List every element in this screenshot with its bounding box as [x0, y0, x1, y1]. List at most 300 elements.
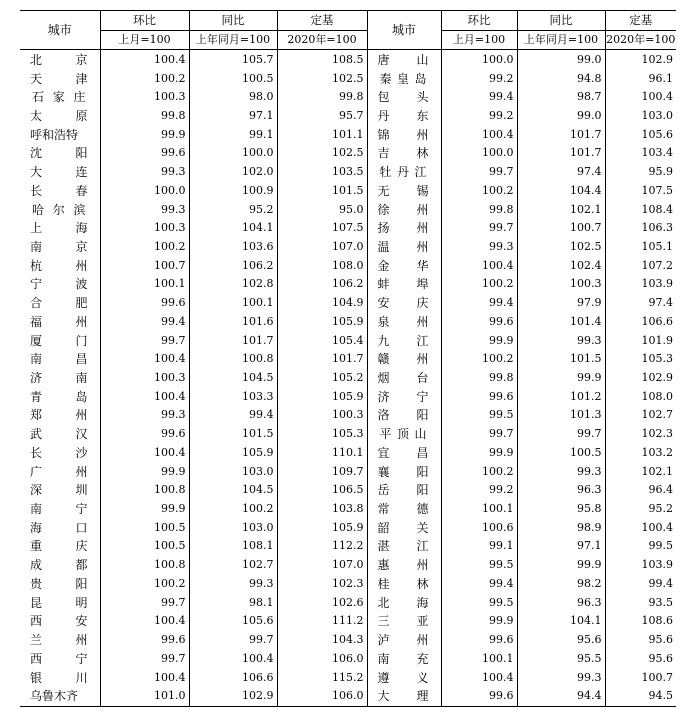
yoy-value-left: 98.1: [189, 593, 277, 612]
city-name-right: 泸 州: [367, 631, 441, 650]
fixed-value-left: 108.0: [277, 256, 367, 275]
mom-value-right: 99.5: [441, 593, 517, 612]
city-name-right: 南 充: [367, 649, 441, 668]
yoy-value-right: 102.4: [517, 256, 605, 275]
city-name-right: 大 理: [367, 687, 441, 706]
table-row: [20, 125, 676, 144]
city-name-left: 合 肥: [30, 296, 88, 311]
city-name-left: 杭 州: [30, 258, 88, 273]
table-row: [20, 668, 676, 687]
fixed-value-right: 100.4: [605, 518, 676, 537]
mom-value-left: 99.4: [100, 313, 189, 332]
fixed-value-left: 104.9: [277, 294, 367, 313]
fixed-value-right: 102.1: [605, 462, 676, 481]
table-row: [20, 163, 676, 182]
fixed-value-right: 95.6: [605, 649, 676, 668]
fixed-value-right: 107.5: [605, 181, 676, 200]
city-name-right: 泉 州: [367, 313, 441, 332]
mom-column-header: 环比: [100, 11, 189, 31]
city-name-right: 扬 州: [367, 219, 441, 238]
city-name-left: 兰 州: [30, 633, 88, 648]
city-name-right: 金 华: [367, 256, 441, 275]
table-row: [20, 294, 676, 313]
fixed-value-right: 100.4: [605, 88, 676, 107]
mom-value-right: 99.2: [441, 107, 517, 126]
yoy-value-right: 94.8: [517, 69, 605, 88]
yoy-value-right: 101.2: [517, 387, 605, 406]
mom-value-left: 100.1: [100, 275, 189, 294]
fixed-value-left: 95.7: [277, 107, 367, 126]
fixed-value-left: 103.8: [277, 500, 367, 519]
fixed-value-right: 95.2: [605, 500, 676, 519]
mom-value-right: 99.6: [441, 387, 517, 406]
yoy-value-left: 105.7: [189, 50, 277, 69]
city-name-left: 上 海: [30, 221, 88, 236]
fixed-value-right: 102.7: [605, 406, 676, 425]
mom-value-left: 100.4: [100, 350, 189, 369]
fixed-value-left: 101.1: [277, 125, 367, 144]
fixed-value-right: 100.7: [605, 668, 676, 687]
yoy-value-left: 103.0: [189, 462, 277, 481]
fixed-value-left: 95.0: [277, 200, 367, 219]
yoy-value-right: 99.7: [517, 425, 605, 444]
fixed-value-right: 101.9: [605, 331, 676, 350]
fixed-value-right: 103.9: [605, 275, 676, 294]
city-name-right: 徐 州: [367, 200, 441, 219]
table-row: [20, 144, 676, 163]
yoy-value-left: 103.0: [189, 518, 277, 537]
fixed-value-left: 105.9: [277, 387, 367, 406]
yoy-value-left: 102.7: [189, 556, 277, 575]
city-name-right: 牡 丹 江: [367, 163, 441, 182]
yoy-value-left: 100.0: [189, 144, 277, 163]
mom-value-left: 100.8: [100, 556, 189, 575]
city-name-left: 郑 州: [30, 408, 88, 423]
mom-value-right: 100.4: [441, 125, 517, 144]
fixed-value-right: 93.5: [605, 593, 676, 612]
city-name-right: 北 海: [367, 593, 441, 612]
mom-value-right: 99.8: [441, 369, 517, 388]
yoy-value-right: 98.2: [517, 575, 605, 594]
fixed-value-left: 105.9: [277, 313, 367, 332]
yoy-value-left: 101.5: [189, 425, 277, 444]
city-name-right: 惠 州: [367, 556, 441, 575]
fixed-value-left: 100.3: [277, 406, 367, 425]
mom-value-right: 99.6: [441, 687, 517, 706]
fixed-value-left: 102.6: [277, 593, 367, 612]
table-row: [20, 444, 676, 463]
mom-value-right: 100.1: [441, 500, 517, 519]
yoy-value-left: 101.7: [189, 331, 277, 350]
yoy-value-right: 101.3: [517, 406, 605, 425]
yoy-value-right: 102.5: [517, 238, 605, 257]
yoy-value-left: 104.1: [189, 219, 277, 238]
city-name-left: 武 汉: [30, 427, 88, 442]
table-row: [20, 462, 676, 481]
city-name-right: 锦 州: [367, 125, 441, 144]
mom-value-left: 99.6: [100, 631, 189, 650]
mom-value-left: 99.9: [100, 125, 189, 144]
fixed-value-right: 95.6: [605, 631, 676, 650]
city-name-left: 呼 和 浩 特: [30, 127, 79, 142]
city-name-right: 赣 州: [367, 350, 441, 369]
yoy-value-left: 99.7: [189, 631, 277, 650]
fixed-value-right: 105.6: [605, 125, 676, 144]
table-row: [20, 425, 676, 444]
yoy-value-right: 96.3: [517, 593, 605, 612]
mom-value-left: 99.8: [100, 107, 189, 126]
city-name-right: 秦 皇 岛: [367, 69, 441, 88]
yoy-value-right: 95.5: [517, 649, 605, 668]
fixed-value-left: 101.5: [277, 181, 367, 200]
fixed-value-right: 94.5: [605, 687, 676, 706]
fixed-value-left: 106.0: [277, 687, 367, 706]
city-name-right: 包 头: [367, 88, 441, 107]
city-name-left: 贵 阳: [30, 576, 88, 591]
city-name-left: 南 宁: [30, 502, 88, 517]
table-row: [20, 387, 676, 406]
fixed-value-left: 110.1: [277, 444, 367, 463]
yoy-value-right: 100.3: [517, 275, 605, 294]
table-row: [20, 593, 676, 612]
city-name-left: 福 州: [30, 314, 88, 329]
mom-value-left: 100.4: [100, 668, 189, 687]
mom-value-right: 99.2: [441, 69, 517, 88]
yoy-value-left: 100.8: [189, 350, 277, 369]
yoy-base-label: 上年同月=100: [189, 30, 277, 50]
city-name-left: 南 京: [30, 239, 88, 254]
city-name-right: 桂 林: [367, 575, 441, 594]
mom-value-left: 100.3: [100, 369, 189, 388]
fixed-value-left: 106.5: [277, 481, 367, 500]
fixed-value-left: 106.0: [277, 649, 367, 668]
city-name-right: 九 江: [367, 331, 441, 350]
yoy-value-right: 99.0: [517, 107, 605, 126]
city-name-right: 岳 阳: [367, 481, 441, 500]
yoy-value-left: 100.2: [189, 500, 277, 519]
city-name-right: 宜 昌: [367, 444, 441, 463]
table-row: [20, 350, 676, 369]
city-name-left: 天 津: [30, 71, 88, 86]
mom-value-right: 99.4: [441, 575, 517, 594]
fixed-value-left: 105.4: [277, 331, 367, 350]
mom-value-left: 101.0: [100, 687, 189, 706]
yoy-value-right: 97.4: [517, 163, 605, 182]
yoy-base-label-right: 上年同月=100: [517, 30, 605, 50]
fixed-value-left: 99.8: [277, 88, 367, 107]
mom-value-left: 100.4: [100, 444, 189, 463]
fixed-value-right: 99.4: [605, 575, 676, 594]
mom-value-left: 99.3: [100, 200, 189, 219]
table-row: [20, 69, 676, 88]
fixed-value-left: 102.3: [277, 575, 367, 594]
mom-value-right: 99.7: [441, 219, 517, 238]
yoy-value-right: 104.4: [517, 181, 605, 200]
city-name-left: 太 原: [30, 108, 88, 123]
fixed-value-right: 95.9: [605, 163, 676, 182]
mom-value-left: 99.9: [100, 462, 189, 481]
fixed-value-left: 101.7: [277, 350, 367, 369]
city-name-right: 济 宁: [367, 387, 441, 406]
table-row: [20, 537, 676, 556]
fixed-base-label: 2020年=100: [277, 30, 367, 50]
mom-value-right: 100.2: [441, 462, 517, 481]
mom-value-left: 100.5: [100, 518, 189, 537]
fixed-value-left: 105.2: [277, 369, 367, 388]
city-name-right: 吉 林: [367, 144, 441, 163]
table-row: [20, 313, 676, 332]
yoy-value-right: 101.4: [517, 313, 605, 332]
city-name-right: 洛 阳: [367, 406, 441, 425]
mom-base-label: 上月=100: [100, 30, 189, 50]
mom-value-left: 99.3: [100, 406, 189, 425]
fixed-base-label-right: 2020年=100: [605, 30, 676, 50]
yoy-value-left: 103.6: [189, 238, 277, 257]
city-column-header-right: 城市: [367, 11, 441, 50]
table-row: [20, 256, 676, 275]
mom-value-left: 100.2: [100, 238, 189, 257]
mom-value-left: 100.2: [100, 575, 189, 594]
mom-value-left: 99.7: [100, 331, 189, 350]
mom-value-right: 99.6: [441, 631, 517, 650]
city-name-left: 海 口: [30, 520, 88, 535]
yoy-value-left: 103.3: [189, 387, 277, 406]
fixed-value-left: 111.2: [277, 612, 367, 631]
mom-value-right: 100.2: [441, 275, 517, 294]
table-row: [20, 238, 676, 257]
mom-value-left: 100.3: [100, 88, 189, 107]
mom-value-left: 100.5: [100, 537, 189, 556]
mom-value-left: 99.7: [100, 649, 189, 668]
table-row: [20, 107, 676, 126]
fixed-value-left: 104.3: [277, 631, 367, 650]
yoy-value-left: 95.2: [189, 200, 277, 219]
city-name-right: 湛 江: [367, 537, 441, 556]
table-row: [20, 200, 676, 219]
mom-value-right: 100.1: [441, 649, 517, 668]
mom-value-left: 99.6: [100, 144, 189, 163]
mom-value-right: 99.2: [441, 481, 517, 500]
yoy-value-right: 100.7: [517, 219, 605, 238]
city-name-left: 长 春: [30, 183, 88, 198]
fixed-value-right: 108.0: [605, 387, 676, 406]
fixed-value-left: 102.5: [277, 69, 367, 88]
yoy-value-right: 99.9: [517, 556, 605, 575]
mom-value-right: 100.0: [441, 50, 517, 69]
fixed-value-left: 102.5: [277, 144, 367, 163]
mom-value-left: 99.6: [100, 425, 189, 444]
city-column-header: 城市: [20, 11, 100, 50]
table-row: [20, 631, 676, 650]
mom-base-label-right: 上月=100: [441, 30, 517, 50]
yoy-value-right: 99.3: [517, 331, 605, 350]
yoy-value-left: 99.3: [189, 575, 277, 594]
city-name-right: 蚌 埠: [367, 275, 441, 294]
yoy-value-left: 106.6: [189, 668, 277, 687]
yoy-value-right: 95.8: [517, 500, 605, 519]
yoy-value-right: 97.9: [517, 294, 605, 313]
yoy-value-left: 100.9: [189, 181, 277, 200]
city-name-left: 沈 阳: [30, 146, 88, 161]
fixed-value-right: 105.3: [605, 350, 676, 369]
city-name-right: 丹 东: [367, 107, 441, 126]
yoy-value-left: 101.6: [189, 313, 277, 332]
fixed-value-left: 108.5: [277, 50, 367, 69]
fixed-value-left: 105.9: [277, 518, 367, 537]
fixed-column-header-right: 定基: [605, 11, 676, 31]
fixed-value-left: 107.0: [277, 556, 367, 575]
city-name-left: 宁 波: [30, 277, 88, 292]
city-name-left: 哈 尔 滨: [32, 202, 86, 217]
table-row: [20, 369, 676, 388]
table-row: [20, 219, 676, 238]
city-name-left: 西 宁: [30, 651, 88, 666]
yoy-value-left: 97.1: [189, 107, 277, 126]
fixed-column-header: 定基: [277, 11, 367, 31]
table-row: [20, 575, 676, 594]
fixed-value-right: 106.3: [605, 219, 676, 238]
mom-value-left: 100.4: [100, 50, 189, 69]
mom-value-left: 99.7: [100, 593, 189, 612]
mom-value-left: 100.4: [100, 612, 189, 631]
city-name-right: 襄 阳: [367, 462, 441, 481]
city-name-right: 无 锡: [367, 181, 441, 200]
mom-value-left: 100.2: [100, 69, 189, 88]
yoy-value-left: 100.1: [189, 294, 277, 313]
yoy-value-left: 108.1: [189, 537, 277, 556]
fixed-value-right: 96.1: [605, 69, 676, 88]
table-row: [20, 88, 676, 107]
yoy-value-left: 106.2: [189, 256, 277, 275]
fixed-value-right: 102.9: [605, 369, 676, 388]
mom-value-right: 99.9: [441, 331, 517, 350]
fixed-value-right: 97.4: [605, 294, 676, 313]
yoy-value-right: 104.1: [517, 612, 605, 631]
city-name-left: 广 州: [30, 464, 88, 479]
yoy-value-left: 100.4: [189, 649, 277, 668]
mom-column-header-right: 环比: [441, 11, 517, 31]
mom-value-right: 99.4: [441, 88, 517, 107]
mom-value-right: 99.8: [441, 200, 517, 219]
city-name-left: 乌 鲁 木 齐: [20, 687, 100, 706]
mom-value-right: 100.2: [441, 350, 517, 369]
table-row: [20, 481, 676, 500]
fixed-value-right: 103.9: [605, 556, 676, 575]
city-name-right: 唐 山: [367, 50, 441, 69]
city-name-right: 遵 义: [367, 668, 441, 687]
table-row: [20, 331, 676, 350]
yoy-value-right: 99.9: [517, 369, 605, 388]
table-row: [20, 275, 676, 294]
mom-value-right: 100.4: [441, 668, 517, 687]
fixed-value-right: 108.6: [605, 612, 676, 631]
city-name-left: 长 沙: [30, 445, 88, 460]
yoy-value-right: 102.1: [517, 200, 605, 219]
mom-value-left: 100.4: [100, 387, 189, 406]
city-name-left: 青 岛: [30, 389, 88, 404]
fixed-value-left: 103.5: [277, 163, 367, 182]
fixed-value-left: 112.2: [277, 537, 367, 556]
fixed-value-right: 96.4: [605, 481, 676, 500]
mom-value-left: 100.7: [100, 256, 189, 275]
city-name-left: 南 昌: [30, 352, 88, 367]
yoy-value-right: 95.6: [517, 631, 605, 650]
mom-value-left: 100.8: [100, 481, 189, 500]
table-row: [20, 406, 676, 425]
table-row: [20, 50, 676, 69]
mom-value-right: 100.2: [441, 181, 517, 200]
table-row: [20, 649, 676, 668]
yoy-value-right: 96.3: [517, 481, 605, 500]
city-name-right: 烟 台: [367, 369, 441, 388]
mom-value-right: 99.7: [441, 425, 517, 444]
fixed-value-left: 115.2: [277, 668, 367, 687]
table-row: [20, 612, 676, 631]
table-body: [20, 50, 676, 706]
yoy-value-right: 98.7: [517, 88, 605, 107]
mom-value-right: 100.0: [441, 144, 517, 163]
yoy-value-left: 102.0: [189, 163, 277, 182]
fixed-value-right: 102.9: [605, 50, 676, 69]
fixed-value-left: 105.3: [277, 425, 367, 444]
city-name-left: 深 圳: [30, 483, 88, 498]
table-row: [20, 518, 676, 537]
fixed-value-right: 103.4: [605, 144, 676, 163]
table-row: [20, 181, 676, 200]
mom-value-right: 99.7: [441, 163, 517, 182]
fixed-value-right: 99.5: [605, 537, 676, 556]
city-name-left: 昆 明: [30, 595, 88, 610]
yoy-value-right: 99.3: [517, 462, 605, 481]
mom-value-left: 100.3: [100, 219, 189, 238]
table-row: [20, 687, 676, 706]
fixed-value-right: 108.4: [605, 200, 676, 219]
yoy-value-left: 99.4: [189, 406, 277, 425]
city-name-right: 安 庆: [367, 294, 441, 313]
table-header: [20, 11, 676, 50]
city-name-left: 石 家 庄: [32, 90, 86, 105]
table-row: [20, 500, 676, 519]
fixed-value-left: 106.2: [277, 275, 367, 294]
city-name-left: 银 川: [30, 670, 88, 685]
yoy-value-right: 99.0: [517, 50, 605, 69]
city-name-left: 成 都: [30, 558, 88, 573]
yoy-value-left: 104.5: [189, 481, 277, 500]
mom-value-right: 99.1: [441, 537, 517, 556]
mom-value-left: 99.6: [100, 294, 189, 313]
yoy-value-left: 105.9: [189, 444, 277, 463]
city-name-left: 厦 门: [30, 333, 88, 348]
yoy-column-header: 同比: [189, 11, 277, 31]
fixed-value-left: 107.0: [277, 238, 367, 257]
city-name-right: 常 德: [367, 500, 441, 519]
city-name-left: 北 京: [30, 52, 88, 67]
fixed-value-right: 102.3: [605, 425, 676, 444]
yoy-value-left: 99.1: [189, 125, 277, 144]
city-name-left: 重 庆: [30, 539, 88, 554]
yoy-value-left: 98.0: [189, 88, 277, 107]
mom-value-right: 99.4: [441, 294, 517, 313]
city-name-right: 温 州: [367, 238, 441, 257]
yoy-value-right: 97.1: [517, 537, 605, 556]
mom-value-left: 99.9: [100, 500, 189, 519]
mom-value-right: 99.5: [441, 556, 517, 575]
fixed-value-right: 106.6: [605, 313, 676, 332]
city-name-left: 济 南: [30, 371, 88, 386]
yoy-column-header-right: 同比: [517, 11, 605, 31]
fixed-value-right: 103.0: [605, 107, 676, 126]
mom-value-left: 100.0: [100, 181, 189, 200]
